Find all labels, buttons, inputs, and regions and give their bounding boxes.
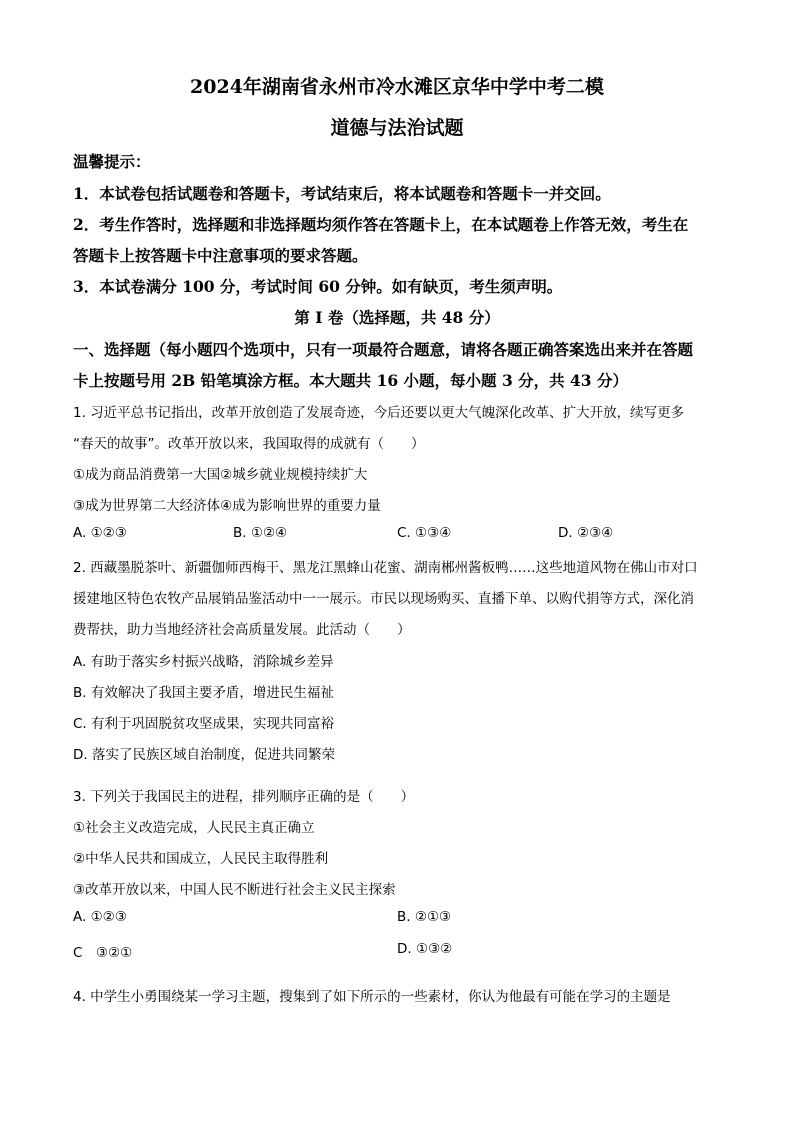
- q1-option-d: D. ②③④: [558, 525, 614, 541]
- notice-item-1: 1．本试卷包括试题卷和答题卡，考试结束后，将本试题卷和答题卡一并交回。: [73, 184, 611, 203]
- section-title: 第 I 卷（选择题，共 48 分）: [294, 308, 500, 327]
- q3-option-c: C ③②①: [73, 945, 133, 961]
- q1-option-b: B. ①②④: [233, 525, 288, 541]
- q2-option-c: C. 有利于巩固脱贫攻坚成果，实现共同富裕: [73, 716, 335, 732]
- q4-stem: 4. 中学生小勇围绕某一学习主题，搜集到了如下所示的一些素材，你认为他最有可能在学习的主题是: [73, 989, 671, 1005]
- q2-option-d: D. 落实了民族区域自治制度，促进共同繁荣: [73, 747, 335, 763]
- exam-title: 2024年湖南省永州市冷水滩区京华中学中考二模: [190, 76, 604, 98]
- notice-heading: 温馨提示：: [73, 152, 151, 171]
- notice-item-2-line-1: 2．考生作答时，选择题和非选择题均须作答在答题卡上，在本试题卷上作答无效，考生在: [73, 215, 689, 234]
- q3-option-d: D. ①③②: [397, 941, 453, 957]
- q3-statement-1: ①社会主义改造完成，人民民主真正确立: [73, 820, 315, 836]
- q3-stem: 3. 下列关于我国民主的进程，排列顺序正确的是（ ）: [73, 789, 415, 805]
- q1-stem-line-2: “春天的故事”。改革开放以来，我国取得的成就有（ ）: [73, 436, 425, 452]
- exam-subtitle: 道德与法治试题: [330, 117, 464, 139]
- q2-stem-line-3: 费帮扶，助力当地经济社会高质量发展。此活动（ ）: [73, 622, 411, 638]
- q3-statement-3: ③改革开放以来，中国人民不断进行社会主义民主探索: [73, 882, 396, 898]
- q1-option-c: C. ①③④: [397, 525, 452, 541]
- q1-statement-1: ①成为商品消费第一大国②城乡就业规模持续扩大: [73, 467, 368, 483]
- section-instruction-line-2: 卡上按题号用 2B 铅笔填涂方框。本大题共 16 小题，每小题 3 分，共 43 分）: [73, 371, 628, 390]
- q2-option-b: B. 有效解决了我国主要矛盾，增进民生福祉: [73, 685, 334, 701]
- q2-stem-line-2: 援建地区特色农牧产品展销品鉴活动中一一展示。市民以现场购买、直播下单、以购代捐等方式，深化消: [73, 591, 694, 607]
- q2-stem-line-1: 2. 西藏墨脱茶叶、新疆伽师西梅干、黑龙江黑蜂山花蜜、湖南郴州酱板鸭……这些地道风物在佛山市对口: [73, 560, 698, 576]
- notice-item-3: 3．本试卷满分 100 分，考试时间 60 分钟。如有缺页，考生须声明。: [73, 277, 563, 296]
- q3-option-b: B. ②①③: [397, 909, 452, 925]
- q1-statement-2: ③成为世界第二大经济体④成为影响世界的重要力量: [73, 498, 381, 514]
- q1-option-a: A. ①②③: [73, 525, 127, 541]
- section-instruction-line-1: 一、选择题（每小题四个选项中，只有一项最符合题意，请将各题正确答案选出来并在答题: [73, 340, 694, 359]
- notice-item-2-line-2: 答题卡上按答题卡中注意事项的要求答题。: [73, 246, 368, 265]
- q2-option-a: A. 有助于落实乡村振兴战略，消除城乡差异: [73, 654, 334, 670]
- q3-option-a: A. ①②③: [73, 909, 127, 925]
- q1-stem-line-1: 1. 习近平总书记指出，改革开放创造了发展奇迹，今后还要以更大气魄深化改革、扩大开放，续写更多: [73, 405, 685, 421]
- q3-statement-2: ②中华人民共和国成立，人民民主取得胜利: [73, 851, 329, 867]
